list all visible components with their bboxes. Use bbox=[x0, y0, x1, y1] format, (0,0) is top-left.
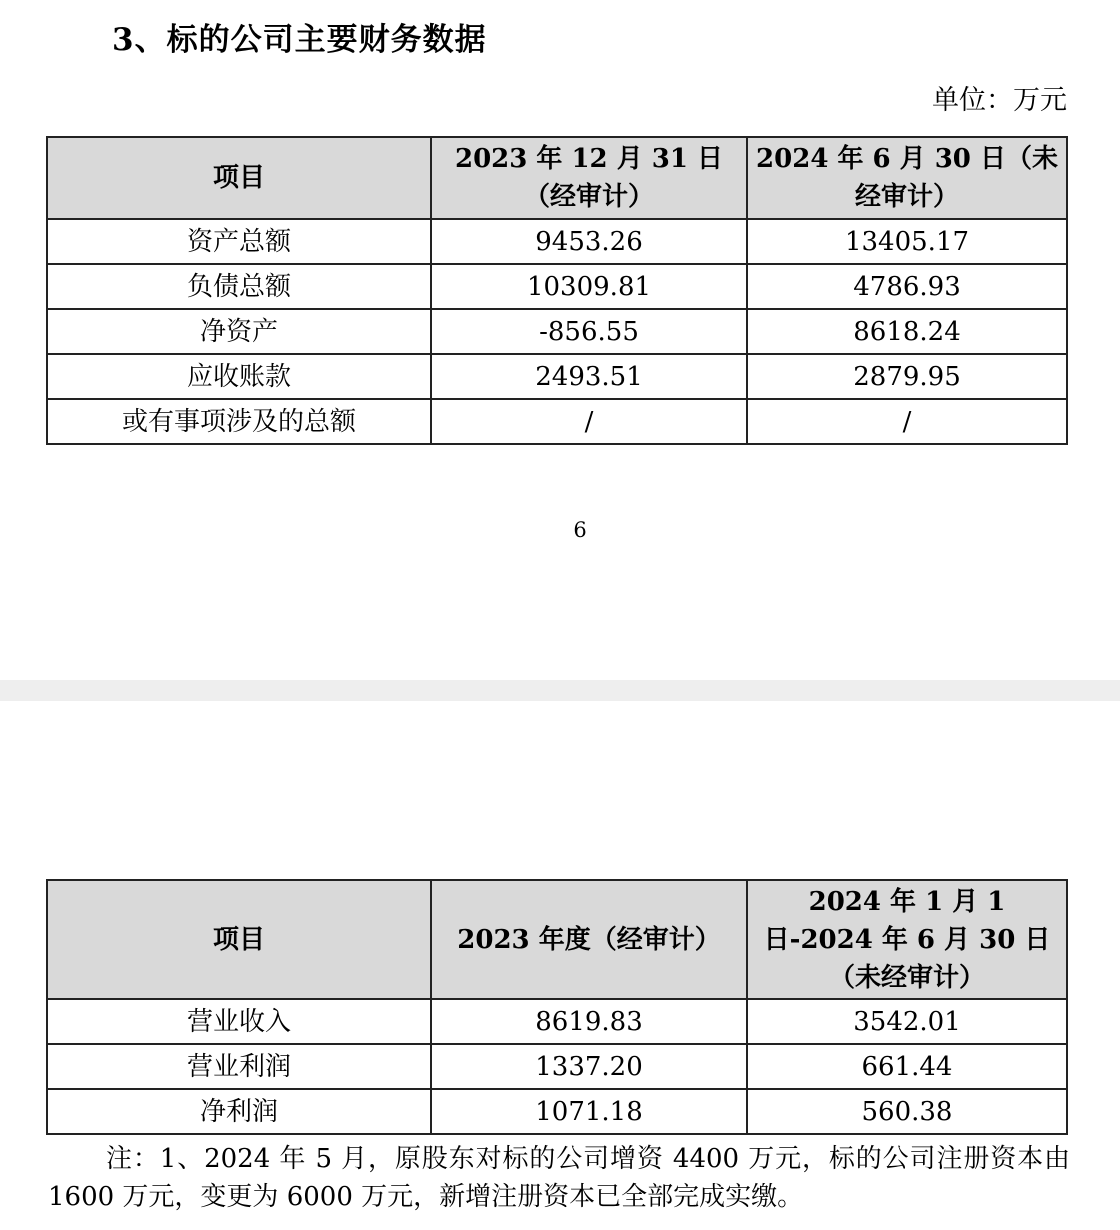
table-row bbox=[47, 219, 1067, 264]
cell-value: 3542.01 bbox=[747, 999, 1067, 1044]
row-label: 净资产 bbox=[47, 309, 431, 354]
footnote: 注：1、2024 年 5 月，原股东对标的公司增资 4400 万元，标的公司注册资本由 1600 万元，变更为 6000 万元，新增注册资本已全部完成实缴。 bbox=[48, 1144, 1070, 1212]
cell-value: 1337.20 bbox=[431, 1044, 747, 1089]
cell-value: 2493.51 bbox=[431, 354, 747, 399]
cell-value: 1071.18 bbox=[431, 1089, 747, 1134]
cell-value: 8618.24 bbox=[747, 309, 1067, 354]
cell-value: 8619.83 bbox=[431, 999, 747, 1044]
income-statement-table bbox=[46, 879, 1068, 1135]
page-separator bbox=[0, 680, 1120, 701]
row-label: 或有事项涉及的总额 bbox=[47, 399, 431, 444]
table-row bbox=[47, 354, 1067, 399]
cell-value: 560.38 bbox=[747, 1089, 1067, 1134]
row-label: 负债总额 bbox=[47, 264, 431, 309]
row-label: 应收账款 bbox=[47, 354, 431, 399]
cell-value: 10309.81 bbox=[431, 264, 747, 309]
cell-value: 9453.26 bbox=[431, 219, 747, 264]
balance-sheet-table bbox=[46, 136, 1068, 445]
page-number: 6 bbox=[573, 518, 587, 542]
cell-value: / bbox=[747, 399, 1067, 444]
cell-value: 661.44 bbox=[747, 1044, 1067, 1089]
header-2024-06-30: 2024 年 6 月 30 日（未经审计） bbox=[747, 137, 1067, 219]
row-label: 营业收入 bbox=[47, 999, 431, 1044]
header-item: 项目 bbox=[47, 880, 431, 999]
header-item: 项目 bbox=[47, 137, 431, 219]
header-2024-h1: 2024 年 1 月 1 日-2024 年 6 月 30 日（未经审计） bbox=[747, 880, 1067, 999]
header-2023-12-31: 2023 年 12 月 31 日（经审计） bbox=[431, 137, 747, 219]
cell-value: 13405.17 bbox=[747, 219, 1067, 264]
table-row bbox=[47, 1044, 1067, 1089]
row-label: 净利润 bbox=[47, 1089, 431, 1134]
table-row bbox=[47, 999, 1067, 1044]
section-title: 3、标的公司主要财务数据 bbox=[112, 22, 487, 58]
table-row bbox=[47, 399, 1067, 444]
table-row bbox=[47, 309, 1067, 354]
cell-value: 2879.95 bbox=[747, 354, 1067, 399]
cell-value: -856.55 bbox=[431, 309, 747, 354]
table-row bbox=[47, 1089, 1067, 1134]
row-label: 营业利润 bbox=[47, 1044, 431, 1089]
table-header-row bbox=[47, 880, 1067, 999]
cell-value: 4786.93 bbox=[747, 264, 1067, 309]
row-label: 资产总额 bbox=[47, 219, 431, 264]
table-header-row bbox=[47, 137, 1067, 219]
header-2023-annual: 2023 年度（经审计） bbox=[431, 880, 747, 999]
cell-value: / bbox=[431, 399, 747, 444]
unit-label: 单位：万元 bbox=[932, 85, 1067, 116]
table-row bbox=[47, 264, 1067, 309]
